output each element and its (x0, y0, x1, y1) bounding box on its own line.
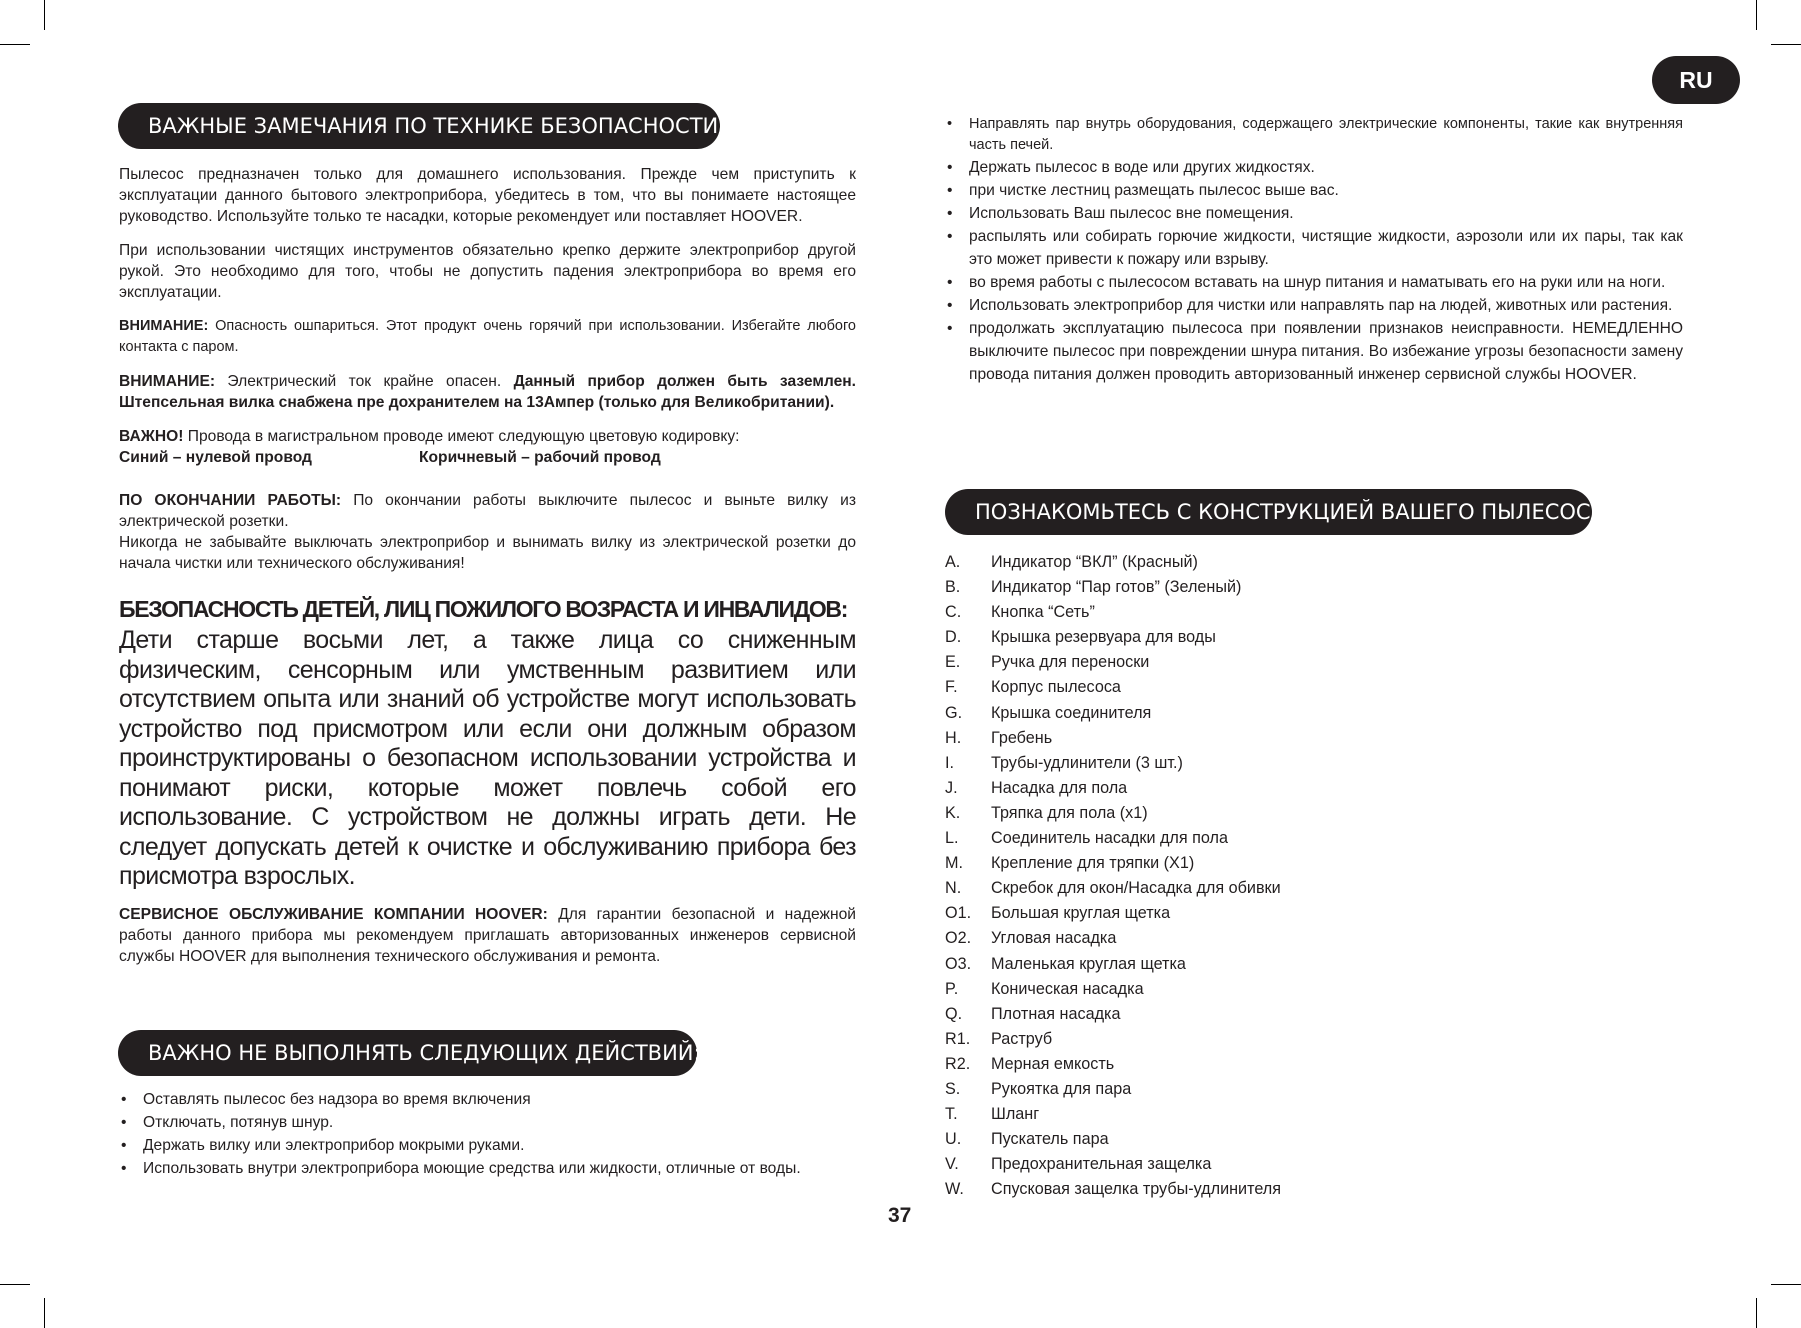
parts-item (945, 625, 1445, 650)
parts-item (945, 1127, 1445, 1152)
parts-item (945, 926, 1445, 951)
important-text: Провода в магистральном проводе имеют следующую цветовую кодировку: (183, 428, 740, 445)
parts-key: W. (945, 1180, 964, 1199)
parts-key: R1. (945, 1029, 971, 1048)
children-text: Дети старше восьми лет, а также лица со сниженным физическим, сенсорным или умственным развитием или отсутствием опыта или знаний об устройстве могут использовать устройство под присмотром или если они должным образом проинструктированы о безопасном использовании устройства и понимают риски, которые может повлечь собой его использование. С устройством не должны играть дети. Не следует допускать детей к очистке и обслуживанию прибора без присмотра взрослых. (119, 626, 856, 890)
important-wiring (119, 426, 856, 447)
heading-dont: ВАЖНО НЕ ВЫПОЛНЯТЬ СЛЕДУЮЩИХ ДЕЙСТВИЙ: (118, 1030, 697, 1076)
parts-key: M. (945, 854, 963, 873)
attention-bold-text: Данный прибор должен быть заземлен. Штепсельная вилка снабжена пре дохранителем на 13Ампер (только для Великобритании). (119, 373, 857, 411)
parts-item (945, 776, 1445, 801)
heading-parts: ПОЗНАКОМЬТЕСЬ С КОНСТРУКЦИЕЙ ВАШЕГО ПЫЛЕСОСА (945, 489, 1592, 535)
parts-item (945, 1102, 1445, 1127)
parts-key: O2. (945, 929, 972, 948)
after-work-label: ПО ОКОНЧАНИИ РАБОТЫ: (119, 492, 342, 509)
list-item: • Оставлять пылесос без надзора во время включения (119, 1088, 856, 1111)
list-item: • Направлять пар внутрь оборудования, содержащего электрические компоненты, такие как внутренняя часть печей. (945, 114, 1683, 156)
wire-blue: Синий – нулевой провод (119, 449, 312, 466)
parts-label: Скребок для окон/Насадка для обивки (991, 879, 1281, 898)
intro-paragraph-2: При использовании чистящих инструментов обязательно крепко держите электроприбор другой рукой. Это необходимо для того, чтобы не допустить падения электроприбора во время его эксплуатации. (119, 242, 856, 301)
list-item: • Использовать внутри электроприбора моющие средства или жидкости, отличные от воды. (119, 1157, 856, 1180)
parts-item (945, 726, 1445, 751)
parts-item (945, 952, 1445, 977)
parts-key: N. (945, 879, 962, 898)
parts-item (945, 751, 1445, 776)
list-item: • Использовать Ваш пылесос вне помещения. (945, 202, 1683, 225)
language-badge: RU (1652, 56, 1740, 104)
list-item: • продолжать эксплуатацию пылесоса при появлении признаков неисправности. НЕМЕДЛЕННО выключите пылесос при повреждении шнура питания. Во избежание угрозы безопасности замену провода питания должен проводить авторизованный инженер сервисной службы HOOVER. (945, 317, 1683, 386)
crop-mark (1756, 0, 1757, 30)
parts-label: Угловая насадка (991, 929, 1117, 948)
attention-electric (119, 371, 856, 413)
parts-key: B. (945, 578, 961, 597)
parts-label: Трубы-удлинители (3 шт.) (991, 753, 1183, 772)
list-item: • распылять или собирать горючие жидкости, чистящие жидкости, аэрозоли или их пары, так как это может привести к пожару или взрыву. (945, 225, 1683, 271)
parts-item (945, 575, 1445, 600)
left-column (119, 164, 856, 967)
parts-label: Индикатор “ВКЛ” (Красный) (991, 553, 1198, 571)
list-item: • во время работы с пылесосом вставать на шнур питания и наматывать его на руки или на ноги. (945, 271, 1683, 294)
parts-label: Маленькая круглая щетка (991, 954, 1186, 973)
parts-label: Тряпка для пола (x1) (991, 803, 1148, 822)
parts-label: Раструб (991, 1029, 1053, 1048)
intro-paragraph-1: Пылесос предназначен только для домашнего использования. Прежде чем приступить к эксплуатации данного бытового электроприбора, убедитесь в том, что вы понимаете настоящее руководство. Используйте только те насадки, которые рекомендует или поставляет HOOVER. (119, 166, 856, 225)
list-item: • Держать вилку или электроприбор мокрыми руками. (119, 1134, 856, 1157)
parts-item (945, 801, 1445, 826)
parts-label: Гребень (991, 728, 1053, 747)
dont-list-right (945, 114, 1683, 386)
parts-key: K. (945, 803, 961, 822)
parts-item (945, 1177, 1445, 1202)
crop-mark (44, 0, 45, 30)
parts-key: G. (945, 703, 963, 722)
page-number: 37 (888, 1204, 912, 1227)
parts-label: Предохранительная защелка (991, 1155, 1212, 1174)
parts-key: E. (945, 653, 961, 672)
crop-mark (1771, 1284, 1801, 1285)
service-text: Для гарантии безопасной и надежной работы данного прибора мы рекомендуем приглашать авторизованных инженеров сервисной службы HOOVER для выполнения технического обслуживания и ремонта. (119, 905, 856, 965)
parts-item (945, 650, 1445, 675)
list-item: • Использовать электроприбор для чистки или направлять пар на людей, животных или растения. (945, 294, 1683, 317)
parts-item (945, 851, 1445, 876)
parts-key: R2. (945, 1054, 971, 1073)
parts-key: H. (945, 728, 962, 747)
parts-label: Крепление для тряпки (X1) (991, 854, 1195, 873)
dont-list-left (119, 1088, 856, 1180)
parts-key: C. (945, 603, 962, 622)
parts-key: T. (945, 1105, 958, 1124)
parts-item (945, 701, 1445, 726)
after-work-2: Никогда не забывайте выключать электроприбор и вынимать вилку из электрической розетки до начала чистки или технического обслуживания! (119, 534, 856, 572)
parts-key: P. (945, 979, 959, 998)
crop-mark (0, 1284, 30, 1285)
wire-colors (119, 447, 856, 468)
parts-label: Шланг (991, 1105, 1040, 1124)
important-label: ВАЖНО! (119, 428, 184, 445)
parts-key: F. (945, 678, 958, 697)
crop-mark (1771, 44, 1801, 45)
parts-item (945, 550, 1445, 575)
parts-label: Ручка для переноски (991, 653, 1150, 672)
parts-label: Плотная насадка (991, 1004, 1121, 1023)
crop-mark (0, 44, 30, 45)
attention-label: ВНИМАНИЕ: (119, 373, 216, 390)
after-work (119, 490, 856, 532)
parts-key: A. (945, 553, 961, 571)
parts-item (945, 1052, 1445, 1077)
parts-key: U. (945, 1130, 962, 1149)
parts-label: Мерная емкость (991, 1054, 1115, 1073)
parts-key: J. (945, 778, 958, 797)
parts-label: Большая круглая щетка (991, 904, 1171, 923)
parts-label: Соединитель насадки для пола (991, 829, 1229, 848)
parts-item (945, 977, 1445, 1002)
heading-safety: ВАЖНЫЕ ЗАМЕЧАНИЯ ПО ТЕХНИКЕ БЕЗОПАСНОСТИ: (118, 103, 720, 149)
parts-key: D. (945, 628, 962, 647)
parts-item (945, 600, 1445, 625)
parts-item (945, 1077, 1445, 1102)
parts-item (945, 675, 1445, 700)
parts-label: Пускатель пара (991, 1130, 1109, 1149)
parts-item (945, 901, 1445, 926)
attention-text: Опасность ошпариться. Этот продукт очень горячий при использовании. Избегайте любого контакта с паром. (119, 318, 856, 355)
after-work-text: По окончании работы выключите пылесос и выньте вилку из электрической розетки. (119, 492, 856, 530)
parts-label: Кнопка “Сеть” (991, 603, 1095, 622)
list-item: • при чистке лестниц размещать пылесос выше вас. (945, 179, 1683, 202)
children-heading: БЕЗОПАСНОСТЬ ДЕТЕЙ, ЛИЦ ПОЖИЛОГО ВОЗРАСТА И ИНВАЛИДОВ: (119, 596, 848, 622)
parts-label: Спусковая защелка трубы-удлинителя (991, 1180, 1282, 1199)
parts-item (945, 1027, 1445, 1052)
parts-list (945, 550, 1445, 1202)
parts-label: Корпус пылесоса (991, 678, 1121, 697)
parts-label: Рукоятка для пара (991, 1079, 1132, 1098)
parts-item (945, 826, 1445, 851)
parts-item (945, 876, 1445, 901)
parts-key: O1. (945, 904, 972, 923)
attention-scald (119, 316, 856, 358)
parts-label: Насадка для пола (991, 778, 1128, 797)
parts-label: Крышка резервуара для воды (991, 628, 1216, 647)
parts-key: Q. (945, 1004, 963, 1023)
parts-item (945, 1152, 1445, 1177)
parts-key: V. (945, 1155, 959, 1174)
parts-label: Коническая насадка (991, 979, 1144, 998)
parts-item (945, 1002, 1445, 1027)
parts-key: I. (945, 753, 954, 772)
service-paragraph (119, 904, 856, 967)
parts-key: O3. (945, 954, 972, 973)
list-item: • Отключать, потянув шнур. (119, 1111, 856, 1134)
wire-brown: Коричневый – рабочий провод (419, 449, 661, 466)
parts-label: Индикатор “Пар готов” (Зеленый) (991, 578, 1242, 597)
crop-mark (44, 1298, 45, 1328)
attention-text: Электрический ток крайне опасен. (215, 373, 514, 390)
list-item: • Держать пылесос в воде или других жидкостях. (945, 156, 1683, 179)
parts-key: S. (945, 1079, 961, 1098)
parts-key: L. (945, 829, 959, 848)
attention-label: ВНИМАНИЕ: (119, 318, 209, 334)
service-label: СЕРВИСНОЕ ОБСЛУЖИВАНИЕ КОМПАНИИ HOOVER: (119, 905, 548, 923)
crop-mark (1756, 1298, 1757, 1328)
parts-label: Крышка соединителя (991, 703, 1152, 722)
